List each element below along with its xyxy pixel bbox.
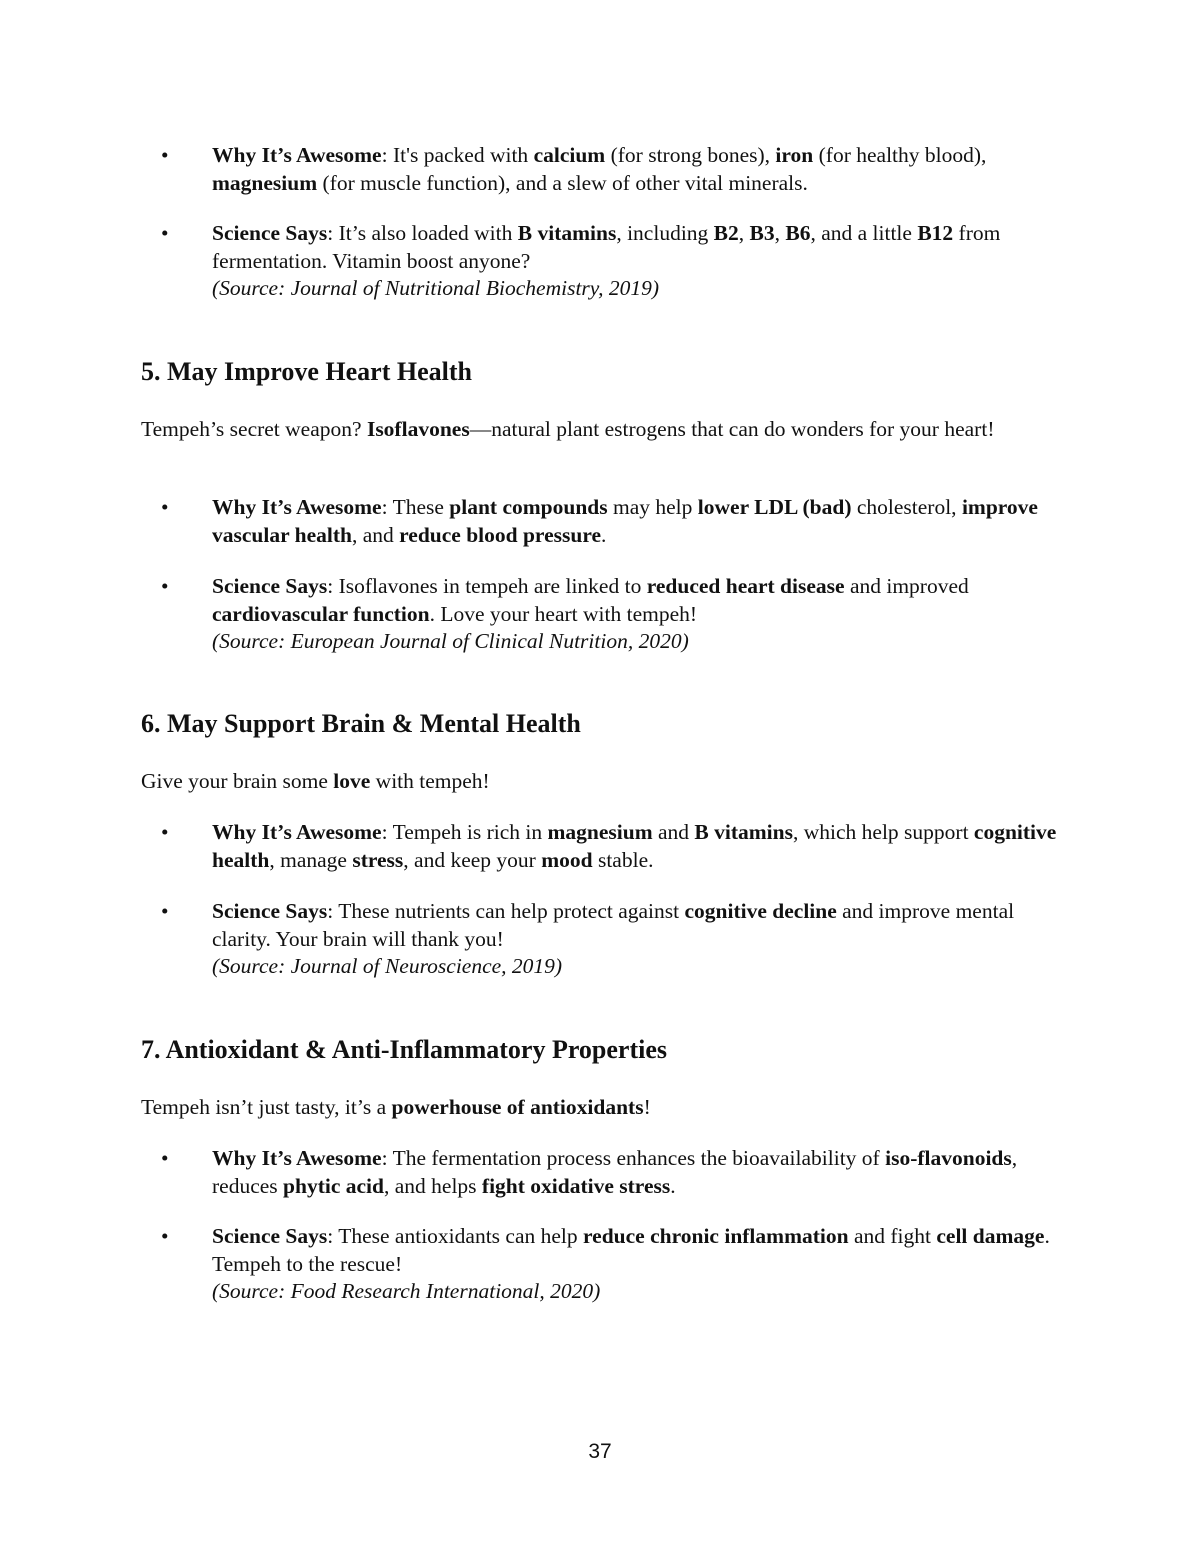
bold-text: Science Says [212,1224,328,1248]
bullet-item [141,573,1061,656]
text-run: Tempeh’s secret weapon? [141,417,367,441]
source-citation: (Source: Food Research International, 2020) [212,1279,601,1303]
text-run: stable. [592,847,654,872]
bullet-item [141,898,1061,981]
bold-text: lower LDL (bad) [697,495,852,519]
section-intro [141,416,1041,444]
text-run: : These nutrients can help protect against [327,899,685,923]
bullet-text [212,819,1061,874]
bold-text: cognitive decline [684,899,837,923]
bullet-body [212,574,969,626]
text-run: . [601,522,607,547]
bullet-dot: • [161,1146,169,1170]
bold-text: Why It’s Awesome [212,1146,382,1170]
bullet-text [212,1223,1061,1306]
bold-text: reduce chronic inflammation [583,1224,849,1248]
bold-text: B3 [749,221,775,245]
text-run: Give your brain some [141,769,334,793]
bold-text: Why It’s Awesome [212,143,382,167]
text-run: : Tempeh is rich in [381,820,548,844]
text-run: , reduces [212,1146,1018,1198]
bold-text: calcium [533,143,606,167]
page-number: 37 [588,1440,612,1463]
bold-text: cognitive health [212,820,1057,872]
bold-text: mood [541,847,593,872]
bullet-dot: • [161,221,169,245]
bullet-text [212,1145,1061,1200]
bullet-dot: • [161,820,169,844]
bold-text: Science Says [212,574,328,598]
text-run: and fight [848,1224,937,1248]
text-run: , and a little [810,221,918,245]
section-heading: 5. May Improve Heart Health [141,357,472,386]
section-heading: 7. Antioxidant & Anti-Inflammatory Properties [141,1035,667,1064]
bold-text: powerhouse of antioxidants [391,1095,644,1119]
bold-text: magnesium [212,170,318,195]
bold-text: Why It’s Awesome [212,820,382,844]
text-run: and [652,820,695,844]
bold-text: stress [352,847,404,872]
text-run: may help [607,495,698,519]
section-intro [141,768,1041,796]
bold-text: phytic acid [283,1173,384,1198]
bullet-body [212,1224,1050,1276]
bullet-dot: • [161,899,169,923]
bullet-text [212,494,1061,549]
text-run: , manage [269,847,353,872]
bold-text: iron [775,143,814,167]
bold-text: plant compounds [449,495,608,519]
text-run: : These [381,495,450,519]
text-run: , [738,221,750,245]
bold-text: B12 [917,221,954,245]
bullet-item [141,142,1061,197]
text-run: with tempeh! [370,769,490,793]
text-run: : It's packed with [381,143,534,167]
bold-text: iso-flavonoids [885,1146,1012,1170]
text-run: (for healthy blood), [813,143,987,167]
text-run: , and keep your [403,847,542,872]
source-citation: (Source: European Journal of Clinical Nutrition, 2020) [212,629,689,653]
text-run: . Tempeh to the rescue! [212,1224,1050,1276]
bold-text: magnesium [547,820,653,844]
bold-text: love [333,769,371,793]
bullet-body [212,899,1014,951]
bullet-item [141,1145,1061,1200]
bold-text: cardiovascular function [212,601,430,626]
bold-text: B6 [785,221,811,245]
bold-text: B vitamins [517,221,617,245]
text-run: ! [643,1095,651,1119]
bullet-dot: • [161,1224,169,1248]
bullet-body [212,221,1000,273]
text-run: : These antioxidants can help [327,1224,584,1248]
source-citation: (Source: Journal of Nutritional Biochemistry, 2019) [212,276,660,300]
bullet-text [212,573,1061,656]
bold-text: Why It’s Awesome [212,495,382,519]
bullet-item [141,819,1061,874]
text-run: from fermentation. Vitamin boost anyone? [212,221,1001,273]
bullet-item [141,494,1061,549]
text-run: Tempeh isn’t just tasty, it’s a [141,1095,392,1119]
text-run: and improve mental clarity. Your brain will thank you! [212,899,1015,951]
text-run: (for strong bones), [605,143,776,167]
text-run: , and helps [383,1173,482,1198]
section-intro [141,1094,1041,1122]
bold-text: B2 [713,221,739,245]
bold-text: improve vascular health [212,495,1038,547]
text-run: . Love your heart with tempeh! [429,601,698,626]
text-run: , [774,221,786,245]
text-run: and improved [844,574,969,598]
bullet-dot: • [161,574,169,598]
bullet-text [212,142,1061,197]
text-run: , which help support [792,820,974,844]
text-run: , including [616,221,714,245]
bullet-item [141,220,1061,303]
section-heading: 6. May Support Brain & Mental Health [141,709,581,738]
text-run: —natural plant estrogens that can do wonders for your heart! [469,417,995,441]
bold-text: reduce blood pressure [399,522,602,547]
bold-text: reduced heart disease [646,574,845,598]
bullet-dot: • [161,143,169,167]
text-run: , and [351,522,400,547]
text-run: : Isoflavones in tempeh are linked to [327,574,647,598]
text-run: (for muscle function), and a slew of other vital minerals. [317,170,808,195]
text-run: : The fermentation process enhances the bioavailability of [381,1146,886,1170]
text-run: : It’s also loaded with [327,221,518,245]
text-run: . [670,1173,676,1198]
bold-text: cell damage [936,1224,1045,1248]
source-citation: (Source: Journal of Neuroscience, 2019) [212,954,563,978]
bullet-item [141,1223,1061,1306]
bold-text: Isoflavones [366,417,470,441]
bullet-dot: • [161,495,169,519]
bullet-text [212,898,1061,981]
bold-text: fight oxidative stress [481,1173,671,1198]
bold-text: Science Says [212,899,328,923]
bold-text: Science Says [212,221,328,245]
bullet-text [212,220,1061,303]
text-run: cholesterol, [851,495,962,519]
bold-text: B vitamins [694,820,793,844]
